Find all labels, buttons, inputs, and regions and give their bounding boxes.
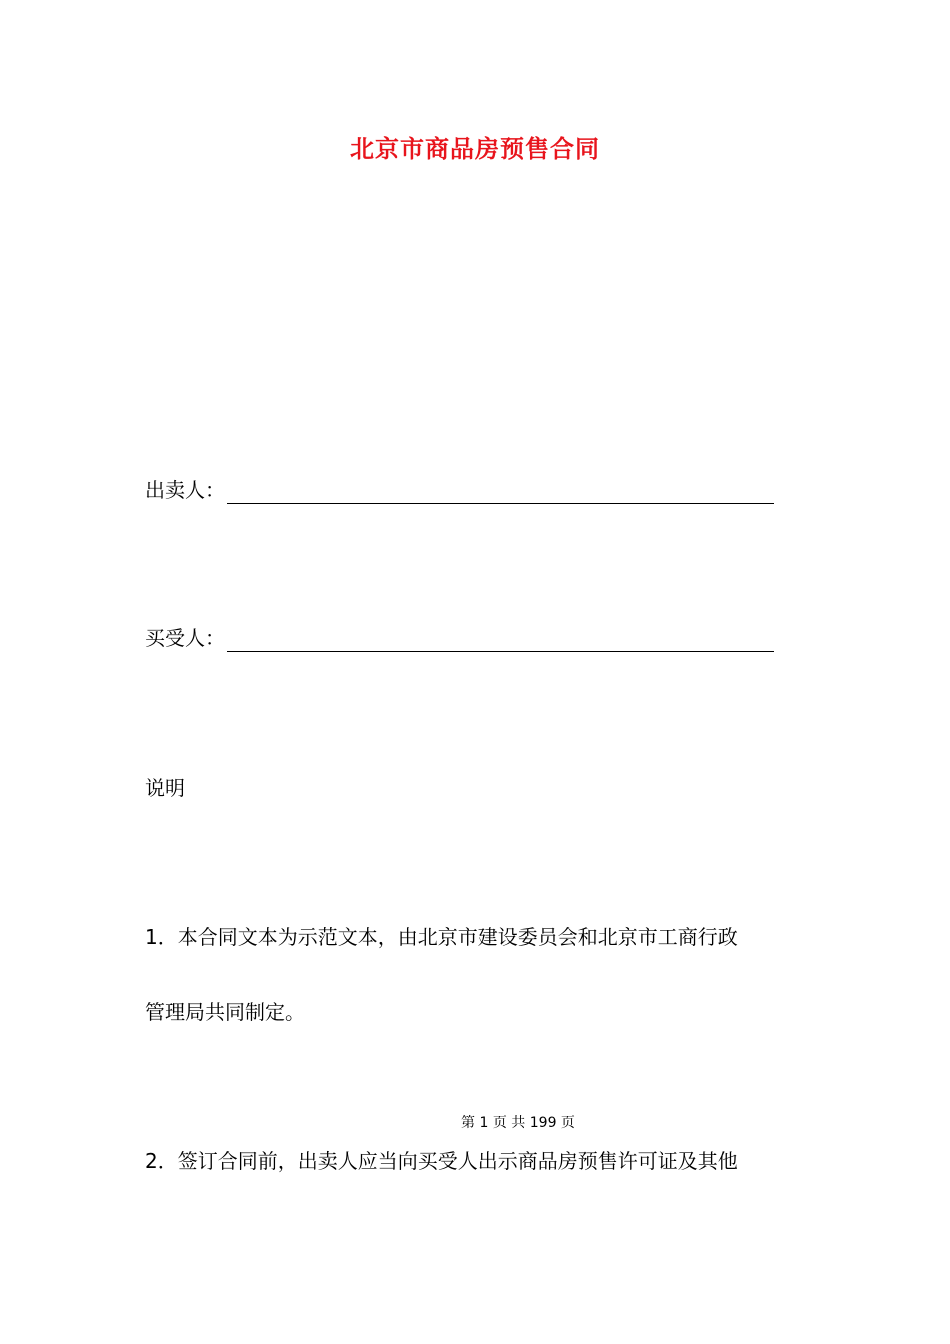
document-title: 北京市商品房预售合同 (350, 135, 600, 163)
paragraph-1-line-1: 1．本合同文本为示范文本，由北京市建设委员会和北京市工商行政 (145, 925, 738, 949)
buyer-blank (227, 629, 774, 652)
buyer-label: 买受人： (145, 626, 225, 650)
paragraph-2-line-1: 2．签订合同前，出卖人应当向买受人出示商品房预售许可证及其他 (145, 1149, 738, 1173)
section-heading: 说明 (145, 776, 185, 800)
paragraph-1-line-2: 管理局共同制定。 (145, 1000, 305, 1024)
seller-line (145, 476, 774, 504)
seller-label: 出卖人： (145, 478, 225, 502)
buyer-line (145, 624, 774, 652)
seller-blank (227, 481, 774, 504)
page-footer: 第 1 页 共 199 页 (461, 1115, 575, 1131)
